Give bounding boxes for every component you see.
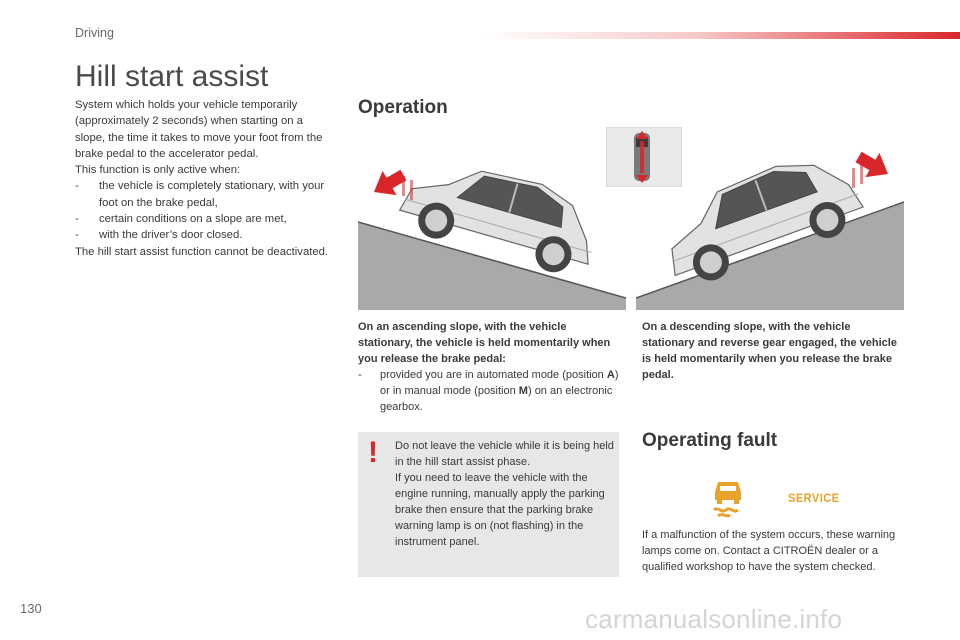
intro-text (75, 97, 330, 260)
page-title: Hill start assist (75, 60, 269, 93)
position-m-label: M (518, 385, 528, 397)
intro-description: System which holds your vehicle temporarily (approximately 2 seconds) when starting on a slope, the time it takes to move your foot from the brake pedal to the accelerator pedal. (75, 99, 323, 160)
gear-selector-inset (606, 127, 682, 187)
warning-text: Do not leave the vehicle while it is being held in the hill start assist phase. If you need to leave the vehicle with the engine running, manually apply the parking brake then ensure that the parking brake warning lamp is on (not flashing) in the instrument panel. (395, 440, 614, 548)
ascending-slope-heading: On an ascending slope, with the vehicle stationary, the vehicle is held momentarily when you release the brake pedal: (358, 321, 611, 365)
up-slope-arrow-icon (852, 145, 895, 186)
warning-box (358, 432, 619, 577)
intro-condition-lead: This function is only active when: (75, 164, 241, 177)
ascending-slope-text (358, 319, 623, 415)
operating-fault-heading: Operating fault (642, 430, 778, 451)
operating-fault-text: If a malfunction of the system occurs, these warning lamps come on. Contact a CITROËN dealer or a qualified workshop to have the system checked. (642, 529, 896, 573)
operation-heading: Operation (358, 97, 448, 118)
condition-item: - with the driver’s door closed. (75, 229, 243, 242)
esp-skid-warning-icon (708, 478, 748, 518)
condition-item: - certain conditions on a slope are met, (75, 213, 287, 226)
ascending-slope-illustration (358, 130, 626, 310)
warning-exclamation-icon: ! (368, 436, 378, 469)
intro-deactivate-note: The hill start assist function cannot be deactivated. (75, 245, 329, 258)
descending-slope-text: On a descending slope, with the vehicle stationary and reverse gear engaged, the vehicle is held momentarily when you release the brake pedal. (642, 321, 897, 381)
position-a-label: A (606, 369, 615, 381)
condition-item: - the vehicle is completely stationary, with your foot on the brake pedal, (75, 180, 325, 209)
section-label: Driving (75, 26, 114, 40)
header-accent-bar (480, 32, 960, 39)
page-number: 130 (20, 601, 42, 616)
service-warning-lamp: SERVICE (788, 491, 840, 505)
watermark: carmanualsonline.info (585, 604, 843, 634)
ascending-slope-item: - provided you are in automated mode (position A) or in manual mode (position M) on an electronic gearbox. (358, 369, 619, 413)
